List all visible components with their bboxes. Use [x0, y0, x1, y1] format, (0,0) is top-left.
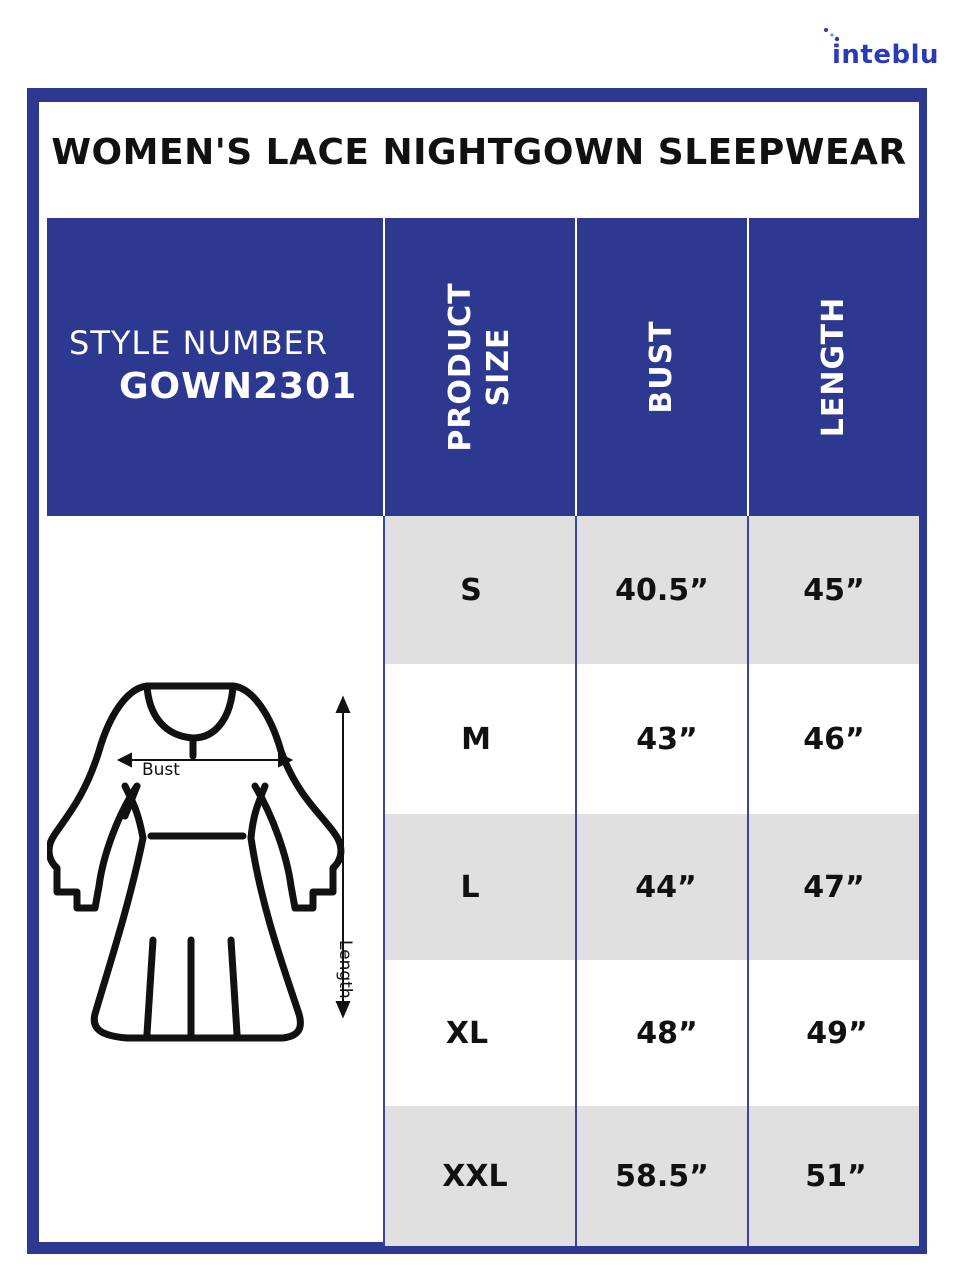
- column-divider: [383, 516, 385, 1246]
- length-cell: 49”: [806, 1015, 868, 1051]
- style-number-label: STYLE NUMBER: [69, 324, 328, 362]
- table-row: [385, 1106, 919, 1246]
- bust-measure-label: Bust: [142, 760, 180, 780]
- brand-logo: [822, 26, 952, 74]
- table-row: [385, 814, 919, 960]
- table-row: [385, 516, 919, 664]
- bust-cell: 58.5”: [615, 1158, 709, 1194]
- garment-diagram: [47, 516, 383, 1246]
- size-cell: M: [461, 721, 491, 757]
- column-header-bust: [577, 218, 747, 516]
- bust-cell: 43”: [636, 721, 698, 757]
- column-header-length-label: LENGTH: [816, 296, 851, 438]
- bust-cell: 44”: [635, 869, 697, 905]
- length-measure-label: Length: [335, 940, 355, 999]
- size-chart-frame: [27, 88, 927, 1254]
- length-cell: 45”: [803, 572, 865, 608]
- size-cell: L: [460, 869, 480, 905]
- bust-cell: 48”: [636, 1015, 698, 1051]
- style-number-value: GOWN2301: [119, 366, 358, 407]
- size-chart: [39, 102, 919, 1242]
- brand-name: inteblu: [832, 40, 940, 70]
- bust-cell: 40.5”: [615, 572, 709, 608]
- column-divider: [575, 516, 577, 1246]
- length-cell: 51”: [805, 1158, 867, 1194]
- length-cell: 47”: [803, 869, 865, 905]
- column-header-bust-label: BUST: [644, 320, 679, 414]
- style-number-header: [47, 218, 383, 516]
- size-cell: S: [460, 572, 482, 608]
- nightgown-outline-icon: [47, 516, 383, 1246]
- size-cell: XXL: [442, 1158, 508, 1194]
- column-divider: [747, 516, 749, 1246]
- size-cell: XL: [445, 1015, 489, 1051]
- length-cell: 46”: [803, 721, 865, 757]
- column-header-length: [749, 218, 919, 516]
- column-header-size: [385, 218, 575, 516]
- table-row: [385, 664, 919, 814]
- column-header-size-line2: SIZE: [481, 327, 516, 407]
- page-title: WOMEN'S LACE NIGHTGOWN SLEEPWEAR: [51, 132, 907, 173]
- column-header-size-line1: PRODUCT: [443, 282, 478, 452]
- table-row: [385, 960, 919, 1106]
